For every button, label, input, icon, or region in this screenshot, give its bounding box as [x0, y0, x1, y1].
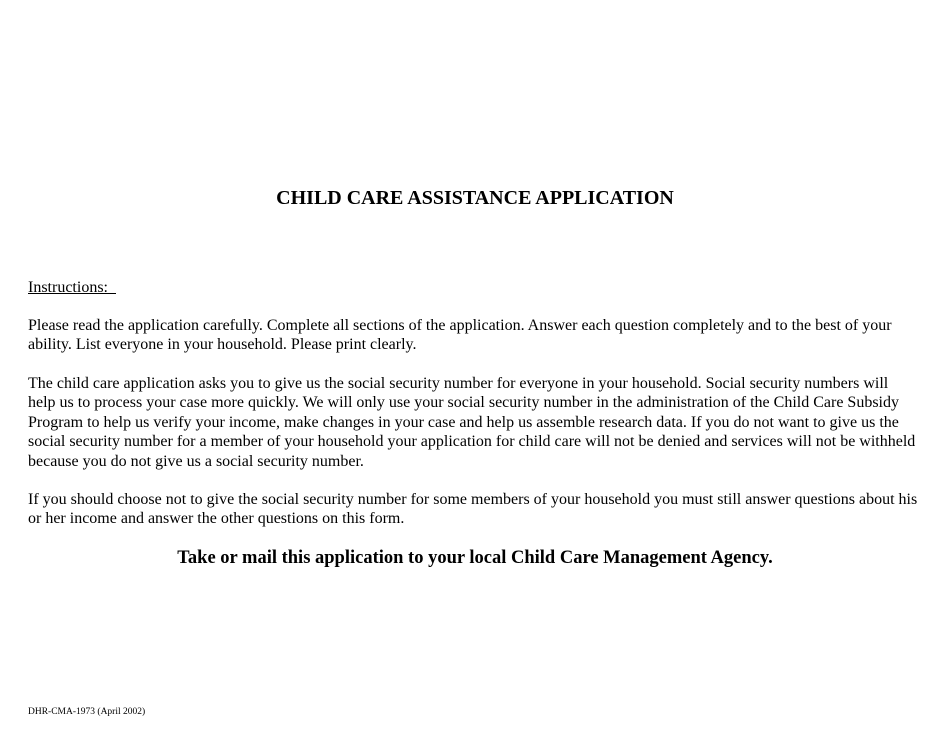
page-title: CHILD CARE ASSISTANCE APPLICATION: [276, 187, 674, 209]
instructions-paragraph-ssn-optional: If you should choose not to give the social security number for some members of your household you must still answer questions about his or her income and answer the other questions on this form.: [28, 491, 918, 528]
form-number-footer: DHR-CMA-1973 (April 2002): [28, 707, 146, 717]
instructions-paragraph-read-carefully: Please read the application carefully. Complete all sections of the application. Answer each question completely and to the best of your ability. List everyone in your household. Please print clearly.: [28, 317, 892, 354]
submission-instruction: Take or mail this application to your local Child Care Management Agency.: [177, 548, 773, 568]
instructions-paragraph-ssn-request: The child care application asks you to give us the social security number for everyone in your household. Social security numbers will help us to process your case more quickly. We will only use your social security number in the administration of the Child Care Subsidy Program to help us verify your income, make changes in your case and help us assemble research data. If you do not want to give us the social security number for a member of your household your application for child care will not be denied and services will not be withheld because you do not give us a social security number.: [28, 375, 916, 470]
instructions-heading: Instructions:: [28, 279, 116, 296]
